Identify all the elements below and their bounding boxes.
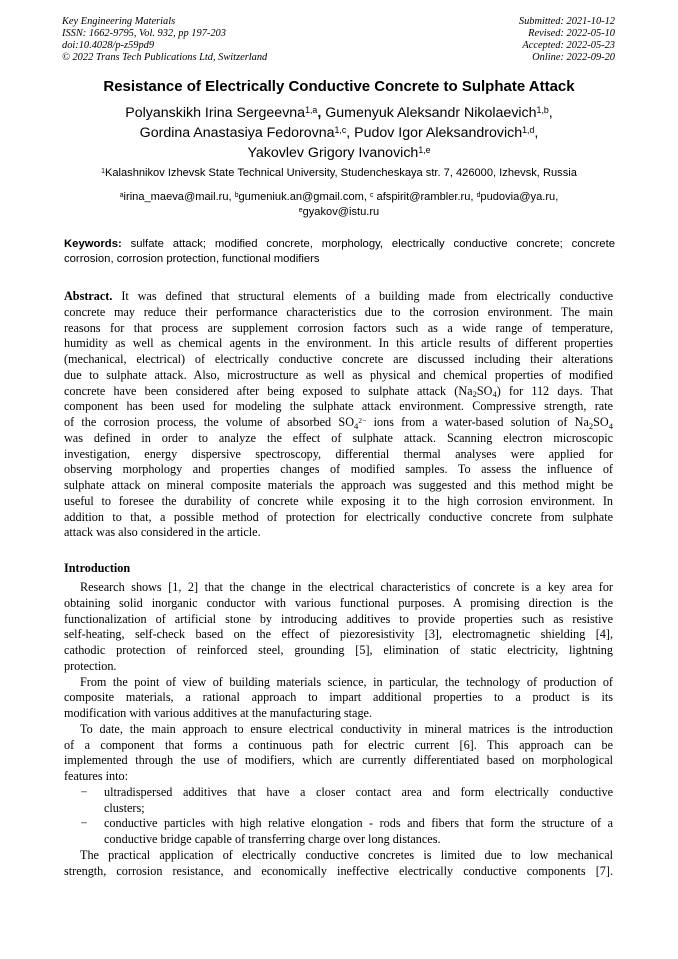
- author-separator: ,: [534, 125, 539, 141]
- paper-title: Resistance of Electrically Conductive Concrete to Sulphate Attack: [103, 78, 575, 95]
- copyright-line: © 2022 Trans Tech Publications Ltd, Switzerland: [62, 52, 268, 63]
- subscript: 2: [472, 389, 477, 400]
- email-link[interactable]: gyakov@istu.ru: [302, 206, 380, 218]
- revised-date: Revised: 2022-05-10: [528, 28, 615, 39]
- paragraph-line: The practical application of electrically conductive concretes is limited due to low mechanical: [80, 847, 613, 862]
- accepted-date: Accepted: 2022-05-23: [522, 40, 615, 51]
- paragraph-line: self-heating, self-check based on the effect of piezoresistivity [3], electromagnetic shielding [4],: [64, 627, 613, 642]
- author-emails: [30, 190, 648, 220]
- email-link[interactable]: afspirit@rambler.ru,: [373, 191, 477, 203]
- abstract-line: reasons for that process are supplement corrosion factors such as a wide range of temperature,: [64, 320, 613, 335]
- paragraph: [64, 580, 613, 675]
- submission-dates: [519, 16, 615, 64]
- list-item-line: ultradispersed additives that have a closer contact area and form electrically conductive: [104, 784, 613, 799]
- paragraph-line: modification with various additives at the manufacturing stage.: [64, 706, 372, 720]
- paragraph-line: Research shows [1, 2] that the change in the electrical characteristics of concrete is a key area for: [80, 580, 613, 594]
- abstract-line: [64, 384, 613, 400]
- abstract-line: It was defined that structural elements of a building made from electrically conductive: [112, 289, 613, 303]
- subscript: 2: [588, 420, 594, 431]
- author-name: Polyanskikh Irina Sergeevna: [125, 105, 306, 121]
- abstract: [64, 289, 613, 541]
- author-list: [30, 103, 648, 163]
- paragraph-line: features into:: [64, 769, 128, 783]
- keywords-label: Keywords:: [64, 238, 122, 250]
- author-affil-sup: 1,b: [536, 105, 549, 116]
- paragraph-line: implemented through the use of modifiers, which are currently differentiated based on morphological: [64, 753, 613, 768]
- abstract-line: [64, 415, 613, 431]
- abstract-line: investigation, energy dispersive spectroscopy, differential thermal analyses were applied for: [64, 446, 613, 461]
- issn-line: ISSN: 1662-9795, Vol. 932, pp 197-203: [62, 28, 226, 39]
- abstract-line: (mechanical, electrical) of electrically conductive concrete are discussed including their alterations: [64, 352, 613, 366]
- abstract-text: concrete have been considered after being exposed to sulphate attack (Na: [64, 383, 473, 398]
- abstract-line: useful to foresee the durability of concrete while exposing it to the high corrosion environment. In: [64, 493, 613, 508]
- author-name: Yakovlev Grigory Ivanovich: [247, 145, 419, 161]
- paragraph-line: composite materials, a rational approach to impart additional properties to a product is its: [64, 690, 613, 705]
- journal-info: [62, 16, 267, 64]
- list-item-line: clusters;: [104, 800, 145, 815]
- paragraph-line: protection.: [64, 658, 117, 673]
- keywords: [64, 237, 615, 266]
- author-affil-sup: 1,e: [418, 145, 431, 156]
- journal-name: Key Engineering Materials: [62, 16, 176, 27]
- paragraph-line: To date, the main approach to ensure electrical conductivity in mineral matrices is the introduction: [80, 721, 613, 736]
- abstract-line: concrete may reduce their performance characteristics due to the corrosion environment. The main: [64, 304, 613, 319]
- author-name: Gordina Anastasiya Fedorovna: [139, 125, 335, 141]
- affiliation-text: Kalashnikov Izhevsk State Technical University, Studencheskaya str. 7, 426000, Izhevsk, Russia: [104, 167, 577, 179]
- email-link[interactable]: pudovia@ya.ru,: [480, 191, 559, 203]
- online-date: Online: 2022-09-20: [532, 52, 615, 63]
- abstract-line: addition to that, a possible method of protection for electrically conductive concrete from sulphate: [64, 509, 613, 524]
- paragraph: [64, 675, 613, 722]
- subscript: 4: [492, 389, 497, 400]
- doi-line: doi:10.4028/p-z59pd9: [62, 40, 155, 51]
- subscript: 4: [608, 420, 614, 431]
- author-affil-sup: 1,c: [334, 125, 347, 136]
- list-item-line: conductive bridge capable of transferring charge over long distances.: [104, 832, 441, 846]
- author-affil-sup: 1,d: [522, 125, 535, 136]
- author-affil-sup: 1,a: [305, 105, 318, 116]
- paragraph-line: of a component that forms a continuous path for electric current [6]. This approach can be: [64, 737, 613, 752]
- affiliation: [30, 167, 648, 179]
- paragraph-line: obtaining solid inorganic conductor with various functional purposes. A promising direction is the: [64, 595, 613, 610]
- paragraph: [64, 722, 613, 785]
- paragraph-line: functionalization of artificial stone by introducing additives to provide properties such as resistive: [64, 611, 613, 626]
- paragraph-line: cathodic protection of reinforced steel, grounding [5], elimination of static electricity, lightning: [64, 643, 613, 657]
- list-bullet: −: [80, 816, 88, 831]
- author-separator: ,: [548, 105, 553, 121]
- keywords-text: sulfate attack; modified concrete, morphology, electrically conductive concrete; concrete: [121, 238, 615, 250]
- keywords-text: corrosion, corrosion protection, functional modifiers: [64, 252, 320, 265]
- affiliation-number: 1: [101, 167, 105, 175]
- author-separator: ,: [346, 125, 351, 141]
- abstract-line: due to sulphate attack. Also, microstructure as well as physical and chemical properties of modified: [64, 367, 613, 382]
- list-item: [64, 816, 613, 848]
- email-link[interactable]: irina_maeva@mail.ru,: [123, 191, 235, 203]
- abstract-text: of the corrosion process, the volume of absorbed SO: [64, 415, 355, 429]
- paragraph-line: From the point of view of building materials science, in particular, the technology of production of: [80, 674, 613, 689]
- list-item-line: conductive particles with high relative elongation - rods and fibers that form the structure of a: [104, 816, 613, 831]
- section-heading-introduction: Introduction: [64, 561, 131, 575]
- abstract-label: Abstract.: [64, 289, 113, 303]
- abstract-line: was defined in order to analyze the effect of sulphate attack. Scanning electron microscopic: [64, 430, 613, 445]
- paragraph: [64, 848, 613, 880]
- author-separator: ,: [317, 105, 322, 121]
- abstract-line: attack was also considered in the article.: [64, 525, 261, 540]
- author-name: Gumenyuk Aleksandr Nikolaevich: [321, 105, 537, 121]
- list-bullet: −: [80, 784, 88, 799]
- email-link[interactable]: gumeniuk.an@gmail.com,: [238, 191, 371, 203]
- submitted-date: Submitted: 2021-10-12: [518, 16, 615, 27]
- paragraph-line: strength, corrosion resistance, and economically ineffective electrically conductive components [7].: [64, 863, 613, 878]
- introduction-body: [64, 580, 613, 879]
- abstract-line: sulphate attack on mineral composite materials the approach was suggested and this method might be: [64, 478, 613, 492]
- abstract-line: observing morphology and properties changes of modified samples. To assess the influence of: [64, 462, 613, 477]
- superscript: 2−: [358, 415, 367, 425]
- email-sup: c: [370, 191, 374, 199]
- abstract-line: component has been used for modeling the sulphate attack environment. Compressive strength, rate: [64, 399, 613, 414]
- email-sup: a: [119, 191, 124, 199]
- abstract-text: SO: [593, 415, 609, 429]
- subscript: 4: [354, 420, 359, 431]
- email-sup: e: [298, 206, 303, 214]
- abstract-text: ions from a water-based solution of Na: [366, 415, 589, 429]
- email-sup: d: [476, 191, 481, 199]
- abstract-text: ) for 112 days. That: [496, 383, 613, 398]
- list-item: [64, 785, 613, 817]
- email-sup: b: [234, 191, 239, 199]
- abstract-text: SO: [476, 383, 493, 398]
- abstract-line: humidity as well as chemical agents in the environment. In this article results of different properties: [64, 336, 613, 351]
- author-name: Pudov Igor Aleksandrovich: [350, 125, 523, 141]
